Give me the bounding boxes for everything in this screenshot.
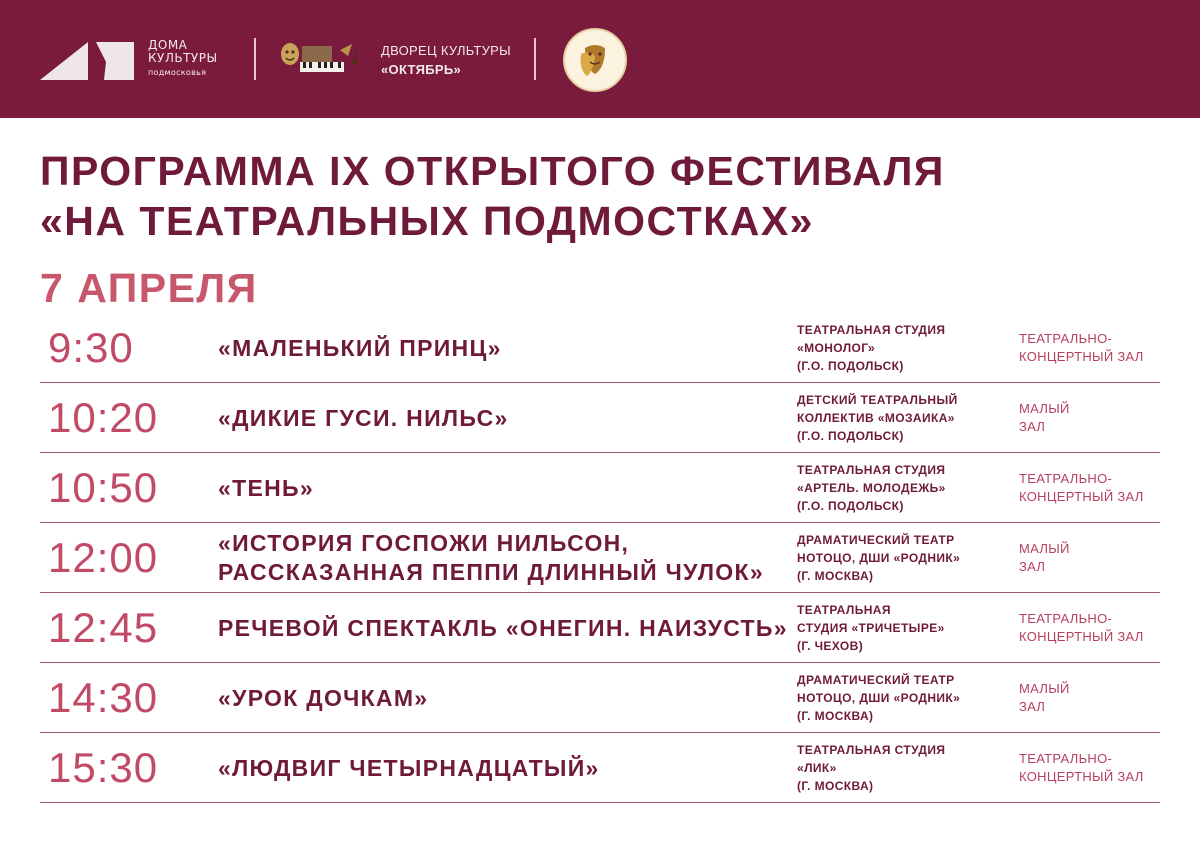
show-title-line: РЕЧЕВОЙ СПЕКТАКЛЬ «ОНЕГИН. НАИЗУСТЬ»	[218, 614, 788, 641]
troupe-name	[797, 663, 997, 733]
dk-logo-mark-icon	[40, 40, 136, 80]
troupe-name-line: НОТОЦО, ДШИ «РОДНИК»	[797, 551, 961, 565]
show-title	[218, 523, 778, 593]
show-title-line: «ТЕНЬ»	[218, 474, 314, 501]
troupe-name-line: ТЕАТРАЛЬНАЯ СТУДИЯ	[797, 743, 946, 757]
show-title-line: «ИСТОРИЯ ГОСПОЖИ НИЛЬСОН,	[218, 530, 630, 556]
dk-logo-line2: КУЛЬТУРЫ	[148, 51, 218, 65]
hall-name-line: ТЕАТРАЛЬНО-	[1019, 471, 1113, 486]
hall-name-line: МАЛЫЙ	[1019, 541, 1070, 556]
hall-name-line: КОНЦЕРТНЫЙ ЗАЛ	[1019, 489, 1144, 504]
show-title	[218, 453, 778, 523]
dk-logo-line3: подмосковья	[148, 68, 207, 77]
doma-kultury-logo	[40, 38, 240, 82]
hall-name	[1019, 593, 1159, 663]
troupe-name-line: (Г.О. ПОДОЛЬСК)	[797, 499, 904, 513]
schedule-time: 10:50	[48, 464, 159, 511]
troupe-name-line: СТУДИЯ «ТРИЧЕТЫРЕ»	[797, 621, 945, 635]
show-title	[218, 383, 778, 453]
troupe-name-line: ДЕТСКИЙ ТЕАТРАЛЬНЫЙ	[797, 393, 958, 407]
hall-name-line: МАЛЫЙ	[1019, 401, 1070, 416]
schedule-time: 10:20	[48, 394, 159, 441]
header-divider	[534, 38, 536, 80]
troupe-name-line: (Г. МОСКВА)	[797, 569, 874, 583]
schedule-row	[40, 733, 1160, 803]
theatre-masks-piano-icon	[278, 40, 360, 78]
troupe-name-line: «МОНОЛОГ»	[797, 341, 876, 355]
schedule-time: 12:00	[48, 534, 159, 581]
hall-name-line: ЗАЛ	[1019, 699, 1046, 714]
troupe-name-line: «АРТЕЛЬ. МОЛОДЕЖЬ»	[797, 481, 946, 495]
hall-name	[1019, 733, 1159, 803]
page-title	[40, 146, 1180, 246]
show-title-line: «УРОК ДОЧКАМ»	[218, 684, 429, 711]
troupe-name-line: (Г.О. ПОДОЛЬСК)	[797, 429, 904, 443]
schedule-time: 12:45	[48, 604, 159, 651]
troupe-name-line: (Г.О. ПОДОЛЬСК)	[797, 359, 904, 373]
show-title-line: «ЛЮДВИГ ЧЕТЫРНАДЦАТЫЙ»	[218, 754, 600, 781]
troupe-name	[797, 383, 997, 453]
schedule-time: 15:30	[48, 744, 159, 791]
troupe-name-line: ТЕАТРАЛЬНАЯ СТУДИЯ	[797, 463, 946, 477]
hall-name-line: ТЕАТРАЛЬНО-	[1019, 611, 1113, 626]
troupe-name-line: «ЛИК»	[797, 761, 837, 775]
troupe-name	[797, 523, 997, 593]
header-divider	[254, 38, 256, 80]
show-title-line: РАССКАЗАННАЯ ПЕППИ ДЛИННЫЙ ЧУЛОК»	[218, 559, 764, 585]
schedule-time: 9:30	[48, 324, 134, 371]
hall-name-line: КОНЦЕРТНЫЙ ЗАЛ	[1019, 629, 1144, 644]
troupe-name-line: КОЛЛЕКТИВ «МОЗАИКА»	[797, 411, 955, 425]
troupe-name	[797, 593, 997, 663]
page-title-line2: «НА ТЕАТРАЛЬНЫХ ПОДМОСТКАХ»	[40, 198, 814, 244]
schedule-time: 14:30	[48, 674, 159, 721]
show-title-line: «ДИКИЕ ГУСИ. НИЛЬС»	[218, 404, 509, 431]
hall-name-line: КОНЦЕРТНЫЙ ЗАЛ	[1019, 769, 1144, 784]
page-title-line1: ПРОГРАММА IX ОТКРЫТОГО ФЕСТИВАЛЯ	[40, 148, 945, 194]
schedule-row	[40, 313, 1160, 383]
hall-name-line: ТЕАТРАЛЬНО-	[1019, 751, 1113, 766]
hall-name	[1019, 383, 1159, 453]
troupe-name-line: (Г. МОСКВА)	[797, 709, 874, 723]
troupe-name-line: ТЕАТРАЛЬНАЯ СТУДИЯ	[797, 323, 946, 337]
dk-logo-line1: ДОМА	[148, 38, 188, 52]
hall-name	[1019, 313, 1159, 383]
troupe-name-line: (Г. МОСКВА)	[797, 779, 874, 793]
festival-date: 7 АПРЕЛЯ	[40, 265, 258, 311]
troupe-name-line: ДРАМАТИЧЕСКИЙ ТЕАТР	[797, 533, 955, 547]
hall-name	[1019, 453, 1159, 523]
schedule-row	[40, 523, 1160, 593]
troupe-name	[797, 313, 997, 383]
schedule-row	[40, 383, 1160, 453]
header-banner	[0, 0, 1200, 118]
show-title	[218, 593, 788, 663]
hall-name-line: ЗАЛ	[1019, 559, 1046, 574]
schedule-table	[40, 313, 1160, 803]
show-title	[218, 663, 778, 733]
troupe-name-line: ДРАМАТИЧЕСКИЙ ТЕАТР	[797, 673, 955, 687]
hall-name-line: ЗАЛ	[1019, 419, 1046, 434]
schedule-row	[40, 453, 1160, 523]
show-title	[218, 733, 778, 803]
hall-name-line: МАЛЫЙ	[1019, 681, 1070, 696]
hall-name	[1019, 523, 1159, 593]
show-title-line: «МАЛЕНЬКИЙ ПРИНЦ»	[218, 334, 502, 361]
festival-masks-emblem-icon	[563, 28, 627, 92]
palace-subtitle: «ОКТЯБРЬ»	[381, 62, 462, 77]
hall-name	[1019, 663, 1159, 733]
troupe-name-line: (Г. ЧЕХОВ)	[797, 639, 864, 653]
schedule-row	[40, 663, 1160, 733]
hall-name-line: КОНЦЕРТНЫЙ ЗАЛ	[1019, 349, 1144, 364]
hall-name-line: ТЕАТРАЛЬНО-	[1019, 331, 1113, 346]
troupe-name-line: ТЕАТРАЛЬНАЯ	[797, 603, 891, 617]
schedule-row	[40, 593, 1160, 663]
show-title	[218, 313, 778, 383]
troupe-name-line: НОТОЦО, ДШИ «РОДНИК»	[797, 691, 961, 705]
troupe-name	[797, 733, 997, 803]
palace-name: ДВОРЕЦ КУЛЬТУРЫ	[381, 43, 511, 58]
troupe-name	[797, 453, 997, 523]
